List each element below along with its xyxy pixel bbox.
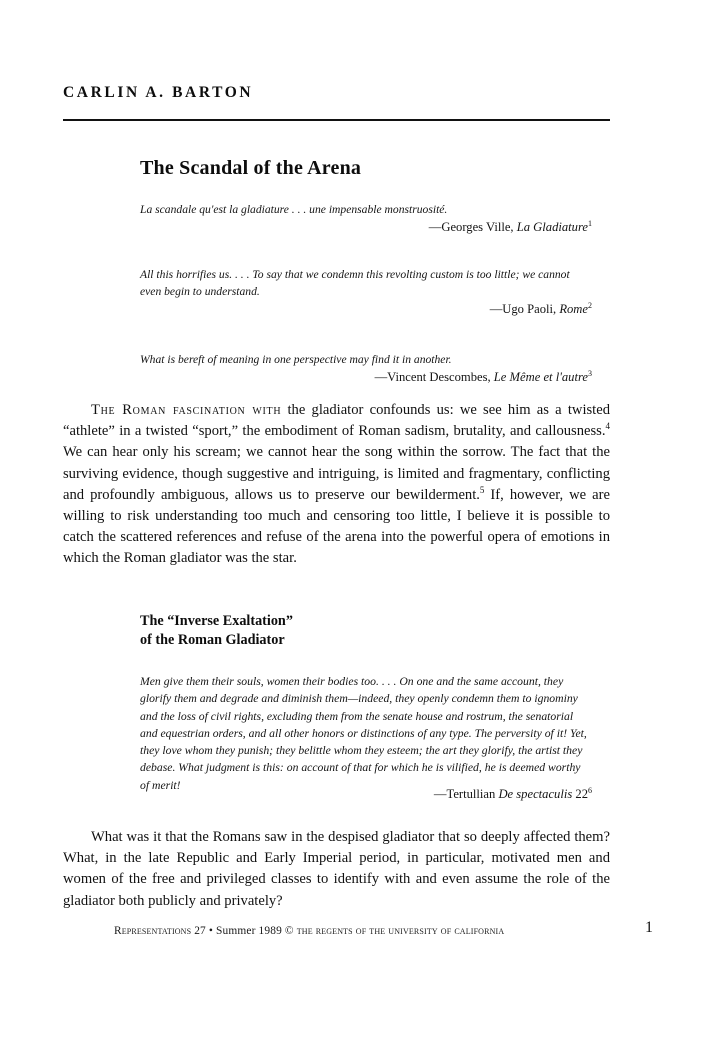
body-paragraph-1-part-a: the gladiator confounds us: we see him as a twisted “athlete” in a twisted “sport,” the embodiment of Roman sadism, brutality, and callousness. (63, 402, 611, 440)
footer-citation (114, 925, 614, 937)
epigraph-1-attribution (140, 219, 592, 236)
opening-small-caps: The Roman fascination with (91, 402, 282, 418)
epigraph-2-attribution-prefix: —Ugo Paoli, (489, 302, 560, 316)
epigraph-1-note-marker: 1 (588, 218, 592, 228)
block-quote-attribution-work: De spectaculis (498, 787, 573, 801)
footer-journal-name: Representations (114, 925, 192, 937)
block-quote-text: Men give them their souls, women their bodies too. . . . On one and the same account, they glorify them and degrade and diminish them—indeed, they openly condemn them to ignominy and the loss of civil rights, excluding them from the senate house and rostrum, the senatorial and equestrian orders, and all other honors or distinctions of any type. The perversity of it! Yet, they love whom they punish; they belittle whom they esteem; the art they glorify, the artist they debase. What judgment is this: on account of that for which he is vilified, he is deemed worthy of merit! (140, 675, 587, 792)
epigraph-2-text: All this horrifies us. . . . To say that we condemn this revolting custom is too little; we cannot even begin to understand. (140, 268, 570, 299)
block-quote-attribution-prefix: —Tertullian (433, 787, 499, 801)
epigraph-1-attribution-prefix: —Georges Ville, (428, 220, 517, 234)
page-number: 1 (645, 919, 653, 936)
section-heading-line-2: of the Roman Gladiator (140, 631, 285, 648)
author-running-head: CARLIN A. BARTON (63, 84, 254, 101)
epigraph-1-text: La scandale qu'est la gladiature . . . une impensable monstruosité. (140, 203, 448, 216)
body-paragraph-2-text: What was it that the Romans saw in the despised gladiator that so deeply affected them? What, in the late Republic and Early Imperial period, in particular, motivated men and women of the free and privileged classes to identify with and even assume the role of the gladiator both publicly and privately? (63, 829, 610, 909)
copyright-icon: © (284, 925, 294, 937)
epigraph-3-attribution (140, 369, 592, 386)
epigraph-3-attribution-work: Le Même et l'autre (493, 370, 588, 384)
epigraph-3-text: What is bereft of meaning in one perspective may find it in another. (140, 353, 452, 366)
body-paragraph-1 (63, 400, 610, 570)
body-paragraph-1-part-c: If, however, we are willing to risk understanding too much and censoring too little, I believe it is possible to catch the scattered references and refuse of the arena into the powerful opera of emotions in which the Roman gladiator was the star. (63, 486, 610, 567)
footer-rights: the regents of the university of california (293, 925, 505, 937)
epigraph-1-attribution-work: La Gladiature (516, 220, 588, 234)
footer-issue: 27 • Summer 1989 (191, 925, 285, 937)
body-paragraph-2 (63, 827, 610, 912)
epigraph-3-attribution-prefix: —Vincent Descombes, (374, 370, 494, 384)
block-quote-attribution (140, 787, 592, 802)
epigraph-2-attribution (140, 301, 592, 318)
footnote-marker-5: 5 (479, 484, 485, 495)
page-title: The Scandal of the Arena (140, 157, 362, 179)
footnote-marker-4: 4 (605, 421, 610, 432)
body-paragraph-1-part-b: We can hear only his scream; we cannot hear the song within the sorrow. The fact that the surviving evidence, though suggestive and intriguing, is limited and fragmentary, conflicting and profoundly ambiguous, allows us to preserve our bewilderment. (63, 444, 610, 503)
epigraph-2-note-marker: 2 (588, 300, 592, 310)
footnote-marker-6: 6 (588, 785, 592, 795)
epigraph-2-attribution-work: Rome (559, 302, 588, 316)
section-heading-line-1: The “Inverse Exaltation” (140, 613, 293, 629)
epigraph-3-note-marker: 3 (588, 368, 592, 378)
block-quote-attribution-suffix: 22 (572, 787, 588, 801)
section-heading (140, 612, 570, 649)
header-rule (63, 119, 610, 121)
